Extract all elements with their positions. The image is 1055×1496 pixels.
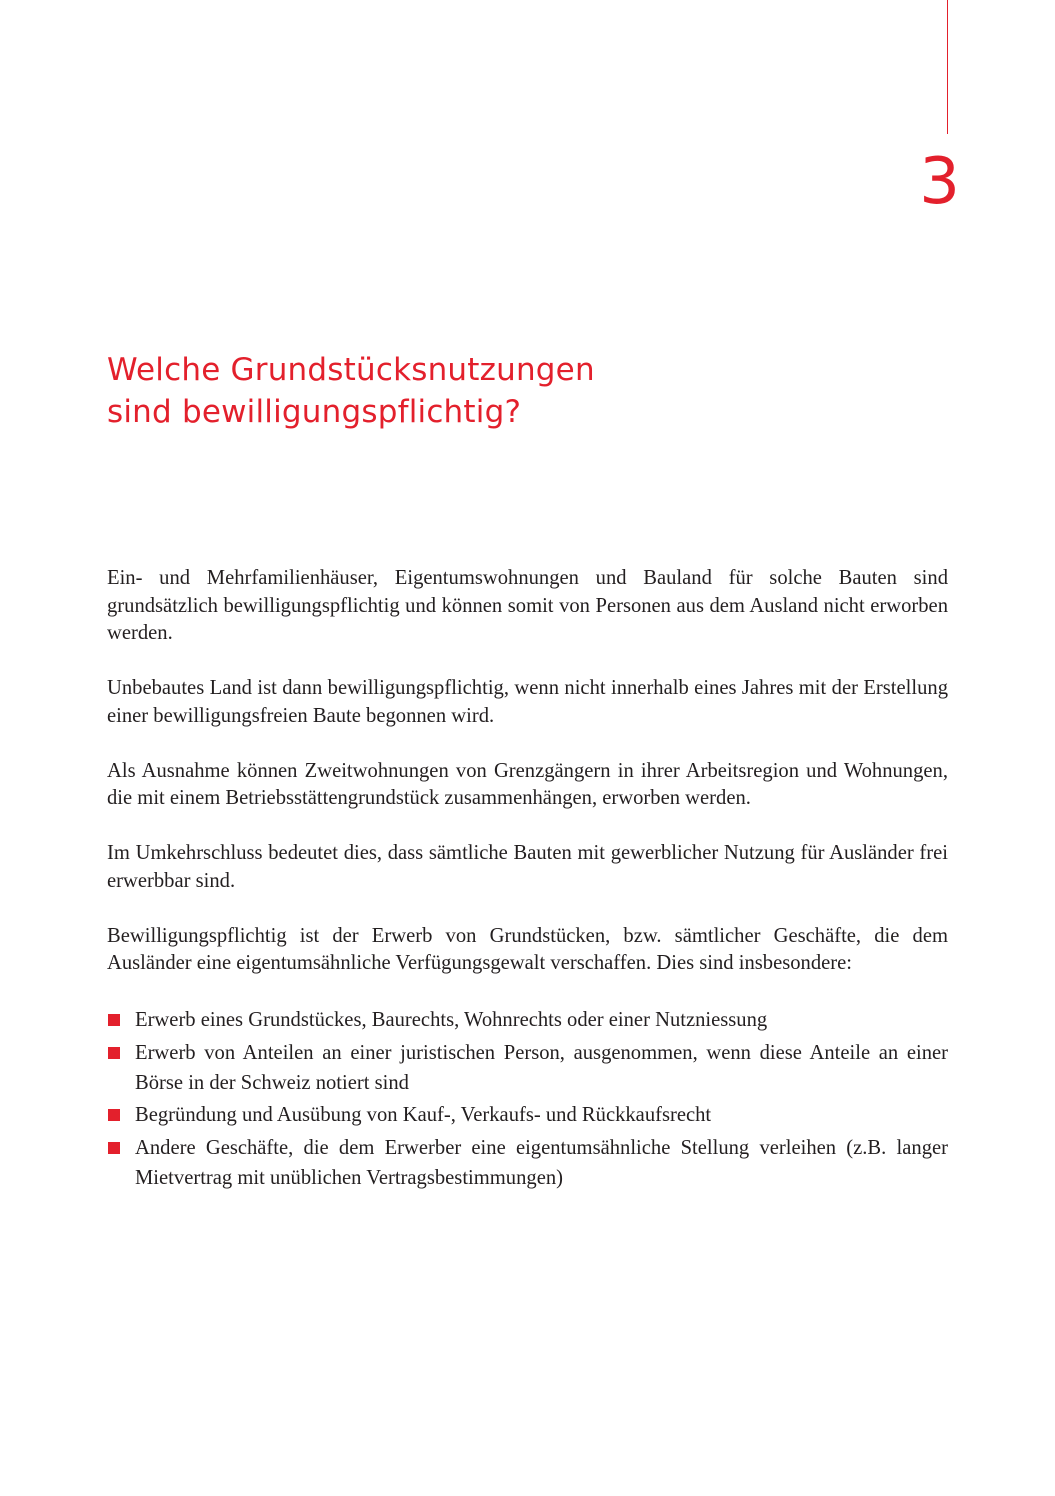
list-item-text: Begründung und Ausübung von Kauf-, Verkaufs- und Rückkaufsrecht — [135, 1104, 712, 1126]
chapter-number: 3 — [919, 145, 960, 219]
list-item — [107, 1038, 948, 1098]
list-item — [107, 1100, 948, 1130]
list-item-text: Erwerb von Anteilen an einer juristischen Person, ausgenommen, wenn diese Anteile an einer Börse in der Schweiz notiert sind — [135, 1041, 948, 1094]
bullet-square-icon — [108, 1109, 120, 1121]
list-item — [107, 1133, 948, 1193]
bullet-list — [107, 1005, 948, 1193]
paragraph-4: Im Umkehrschluss bedeutet dies, dass sämtliche Bauten mit gewerblicher Nutzung für Ausländer frei erwerbbar sind. — [107, 842, 948, 892]
list-item-text: Erwerb eines Grundstückes, Baurechts, Wohnrechts oder einer Nutzniessung — [135, 1009, 768, 1031]
list-item — [107, 1005, 948, 1035]
paragraph-5: Bewilligungspflichtig ist der Erwerb von Grundstücken, bzw. sämtlicher Geschäfte, die dem Ausländer eine eigentumsähnliche Verfügungsgewalt verschaffen. Dies sind insbesondere: — [107, 924, 948, 974]
bullet-square-icon — [108, 1047, 120, 1059]
page-title-line-2: sind bewilligungspflichtig? — [107, 394, 522, 430]
paragraph-2: Unbebautes Land ist dann bewilligungspflichtig, wenn nicht innerhalb eines Jahres mit der Erstellung einer bewilligungsfreien Baute begonnen wird. — [107, 677, 948, 727]
page-title-line-1: Welche Grundstücksnutzungen — [107, 352, 595, 388]
bullet-square-icon — [108, 1142, 120, 1154]
paragraph-1: Ein- und Mehrfamilienhäuser, Eigentumswohnungen und Bauland für solche Bauten sind grundsätzlich bewilligungspflichtig und können somit von Personen aus dem Ausland nicht erworben werden. — [107, 567, 948, 644]
list-item-text: Andere Geschäfte, die dem Erwerber eine eigentumsähnliche Stellung verleihen (z.B. langer Mietvertrag mit unüblichen Vertragsbestimmungen) — [135, 1136, 948, 1189]
bullet-square-icon — [108, 1014, 120, 1026]
chapter-marker-line — [947, 0, 948, 134]
paragraph-3: Als Ausnahme können Zweitwohnungen von Grenzgängern in ihrer Arbeitsregion und Wohnungen, die mit einem Betriebsstättengrundstück zusammenhängen, erworben werden. — [107, 759, 948, 809]
body-text — [107, 565, 948, 1195]
page-title — [107, 349, 867, 433]
